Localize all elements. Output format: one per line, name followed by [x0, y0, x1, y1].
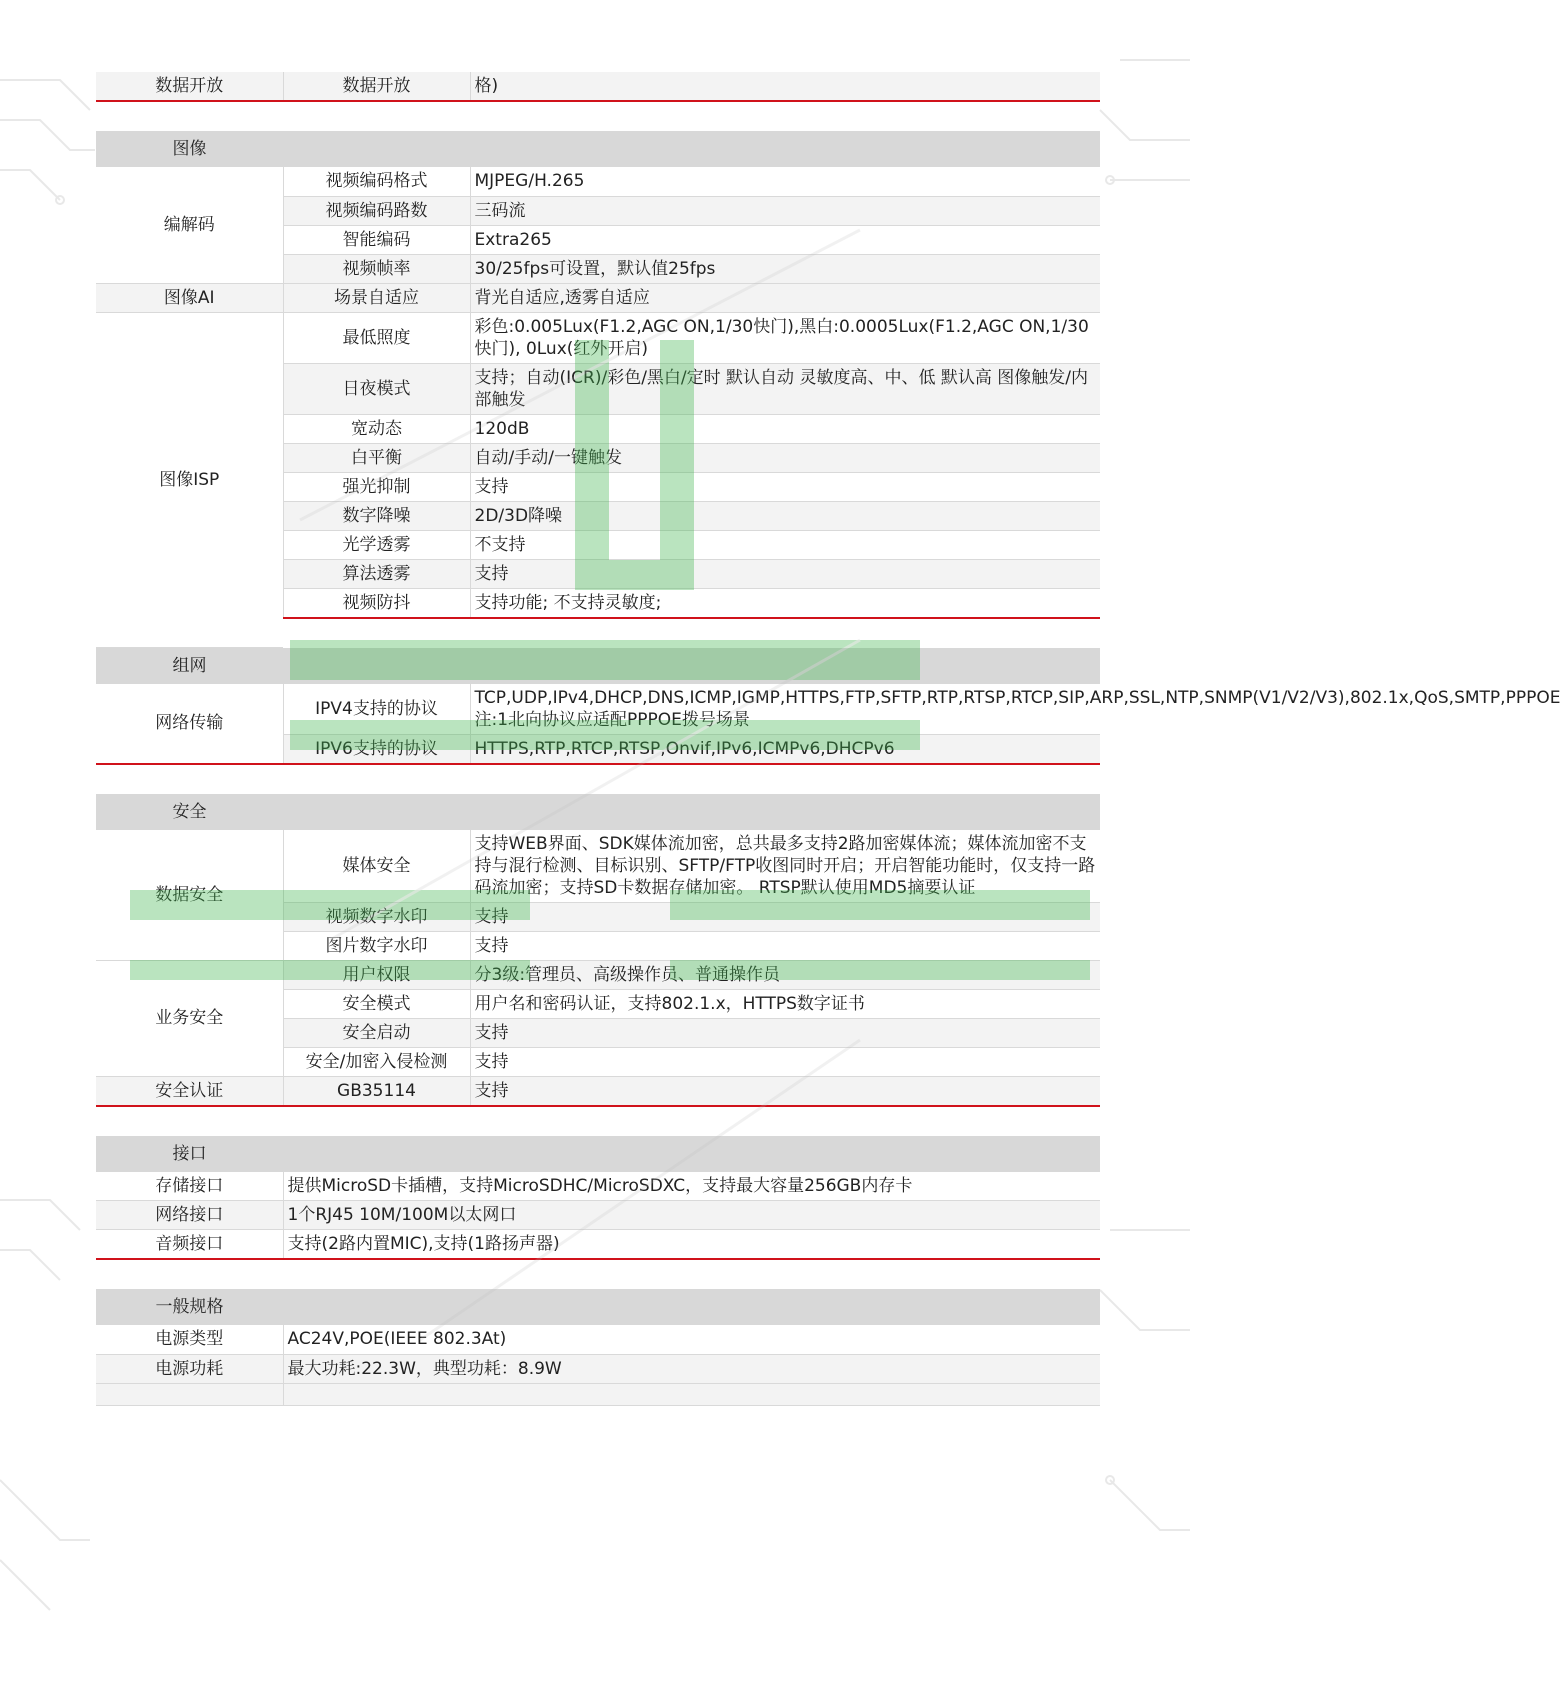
- category-cell: 安全认证: [96, 1076, 283, 1106]
- item-cell: 视频数字水印: [283, 902, 470, 931]
- table-row: [96, 830, 1100, 903]
- category-cell: 图像ISP: [96, 312, 283, 648]
- item-cell: 日夜模式: [283, 363, 470, 414]
- item-cell: 用户权限: [283, 960, 470, 989]
- value-cell: 三码流: [470, 196, 1100, 225]
- value-cell: 用户名和密码认证，支持802.1.x，HTTPS数字证书: [470, 989, 1100, 1018]
- value-cell: 2D/3D降噪: [470, 501, 1100, 530]
- value-cell: 1个RJ45 10M/100M以太网口: [283, 1201, 1100, 1230]
- section-title: 一般规格: [96, 1289, 283, 1325]
- category-cell: 数据安全: [96, 830, 283, 961]
- item-cell: 视频编码格式: [283, 167, 470, 196]
- table-row: [96, 72, 1100, 101]
- item-cell: 安全/加密入侵检测: [283, 1047, 470, 1076]
- section-header-image: [96, 131, 1100, 167]
- section-header-network: [96, 648, 1100, 684]
- item-cell: IPV4支持的协议: [283, 684, 470, 735]
- item-cell: 图片数字水印: [283, 931, 470, 960]
- value-cell: 支持: [470, 1018, 1100, 1047]
- item-cell: 宽动态: [283, 414, 470, 443]
- value-cell: 支持(2路内置MIC),支持(1路扬声器): [283, 1230, 1100, 1260]
- value-cell: TCP,UDP,IPv4,DHCP,DNS,ICMP,IGMP,HTTPS,FTP,SFTP,RTP,RTSP,RTCP,SIP,ARP,SSL,NTP,SNMP(V1/V2/V3),802.1x,QoS,SMTP,PPPOE 注:1北向协议应适配PPPOE拨号场景: [470, 684, 1100, 735]
- value-cell: 支持: [470, 472, 1100, 501]
- table-row: [96, 960, 1100, 989]
- value-cell: AC24V,POE(IEEE 802.3At): [283, 1325, 1100, 1354]
- value-cell: 120dB: [470, 414, 1100, 443]
- value-cell: 支持: [470, 559, 1100, 588]
- value-cell: 30/25fps可设置，默认值25fps: [470, 254, 1100, 283]
- item-cell: 安全模式: [283, 989, 470, 1018]
- item-cell: 视频防抖: [283, 588, 470, 618]
- table-row: [96, 1354, 1100, 1383]
- spec-table: [96, 72, 1560, 1406]
- value-cell: 背光自适应,透雾自适应: [470, 283, 1100, 312]
- category-cell: 数据开放: [96, 72, 283, 101]
- item-cell: 智能编码: [283, 225, 470, 254]
- value-cell: 支持: [470, 931, 1100, 960]
- item-cell: 数据开放: [283, 72, 470, 101]
- item-cell: 白平衡: [283, 443, 470, 472]
- value-cell: HTTPS,RTP,RTCP,RTSP,Onvif,IPv6,ICMPv6,DHCPv6: [470, 734, 1100, 764]
- value-cell: 分3级:管理员、高级操作员、普通操作员: [470, 960, 1100, 989]
- item-cell: 强光抑制: [283, 472, 470, 501]
- table-row: [96, 1383, 1100, 1405]
- value-cell: [283, 1383, 1100, 1405]
- value-cell: 支持: [470, 1076, 1100, 1106]
- value-cell: 不支持: [470, 530, 1100, 559]
- value-cell: 支持: [470, 902, 1100, 931]
- item-cell: 最低照度: [283, 312, 470, 363]
- value-cell: 提供MicroSD卡插槽，支持MicroSDHC/MicroSDXC，支持最大容量256GB内存卡: [283, 1172, 1100, 1201]
- item-cell: 视频编码路数: [283, 196, 470, 225]
- table-row: [96, 1325, 1100, 1354]
- item-cell: 场景自适应: [283, 283, 470, 312]
- value-cell: 支持；自动(ICR)/彩色/黑白/定时 默认自动 灵敏度高、中、低 默认高 图像触发/内部触发: [470, 363, 1100, 414]
- value-cell: 彩色:0.005Lux(F1.2,AGC ON,1/30快门),黑白:0.0005Lux(F1.2,AGC ON,1/30快门), 0Lux(红外开启): [470, 312, 1100, 363]
- value-cell: 最大功耗:22.3W，典型功耗：8.9W: [283, 1354, 1100, 1383]
- section-title: 安全: [96, 794, 283, 830]
- item-cell: 数字降噪: [283, 501, 470, 530]
- category-cell: 电源类型: [96, 1325, 283, 1354]
- section-title: 组网: [96, 648, 283, 684]
- section-title: 图像: [96, 131, 283, 167]
- category-cell: 业务安全: [96, 960, 283, 1076]
- value-cell: 支持WEB界面、SDK媒体流加密，总共最多支持2路加密媒体流；媒体流加密不支持与混行检测、目标识别、SFTP/FTP收图同时开启；开启智能功能时，仅支持一路码流加密；支持SD卡数据存储加密。 RTSP默认使用MD5摘要认证: [470, 830, 1100, 903]
- value-cell: 支持: [470, 1047, 1100, 1076]
- item-cell: 媒体安全: [283, 830, 470, 903]
- category-cell: 图像AI: [96, 283, 283, 312]
- table-row: [96, 167, 1100, 196]
- section-header-interface: [96, 1136, 1100, 1172]
- section-title: 接口: [96, 1136, 283, 1172]
- value-cell: 格): [470, 72, 1100, 101]
- item-cell: IPV6支持的协议: [283, 734, 470, 764]
- category-cell: 存储接口: [96, 1172, 283, 1201]
- table-row: [96, 1172, 1100, 1201]
- value-cell: MJPEG/H.265: [470, 167, 1100, 196]
- section-header-security: [96, 794, 1100, 830]
- item-cell: 视频帧率: [283, 254, 470, 283]
- value-cell: 自动/手动/一键触发: [470, 443, 1100, 472]
- category-cell: [96, 1383, 283, 1405]
- table-row: [96, 1076, 1100, 1106]
- table-row: [96, 1201, 1100, 1230]
- value-cell: 支持功能; 不支持灵敏度;: [470, 588, 1100, 618]
- item-cell: 光学透雾: [283, 530, 470, 559]
- value-cell: Extra265: [470, 225, 1100, 254]
- table-row: [96, 1230, 1100, 1260]
- table-row: [96, 684, 1100, 735]
- category-cell: 音频接口: [96, 1230, 283, 1260]
- item-cell: 安全启动: [283, 1018, 470, 1047]
- category-cell: 编解码: [96, 167, 283, 283]
- category-cell: 电源功耗: [96, 1354, 283, 1383]
- item-cell: 算法透雾: [283, 559, 470, 588]
- section-header-general: [96, 1289, 1100, 1325]
- table-row: [96, 312, 1100, 363]
- table-row: [96, 283, 1100, 312]
- category-cell: 网络传输: [96, 684, 283, 764]
- category-cell: 网络接口: [96, 1201, 283, 1230]
- item-cell: GB35114: [283, 1076, 470, 1106]
